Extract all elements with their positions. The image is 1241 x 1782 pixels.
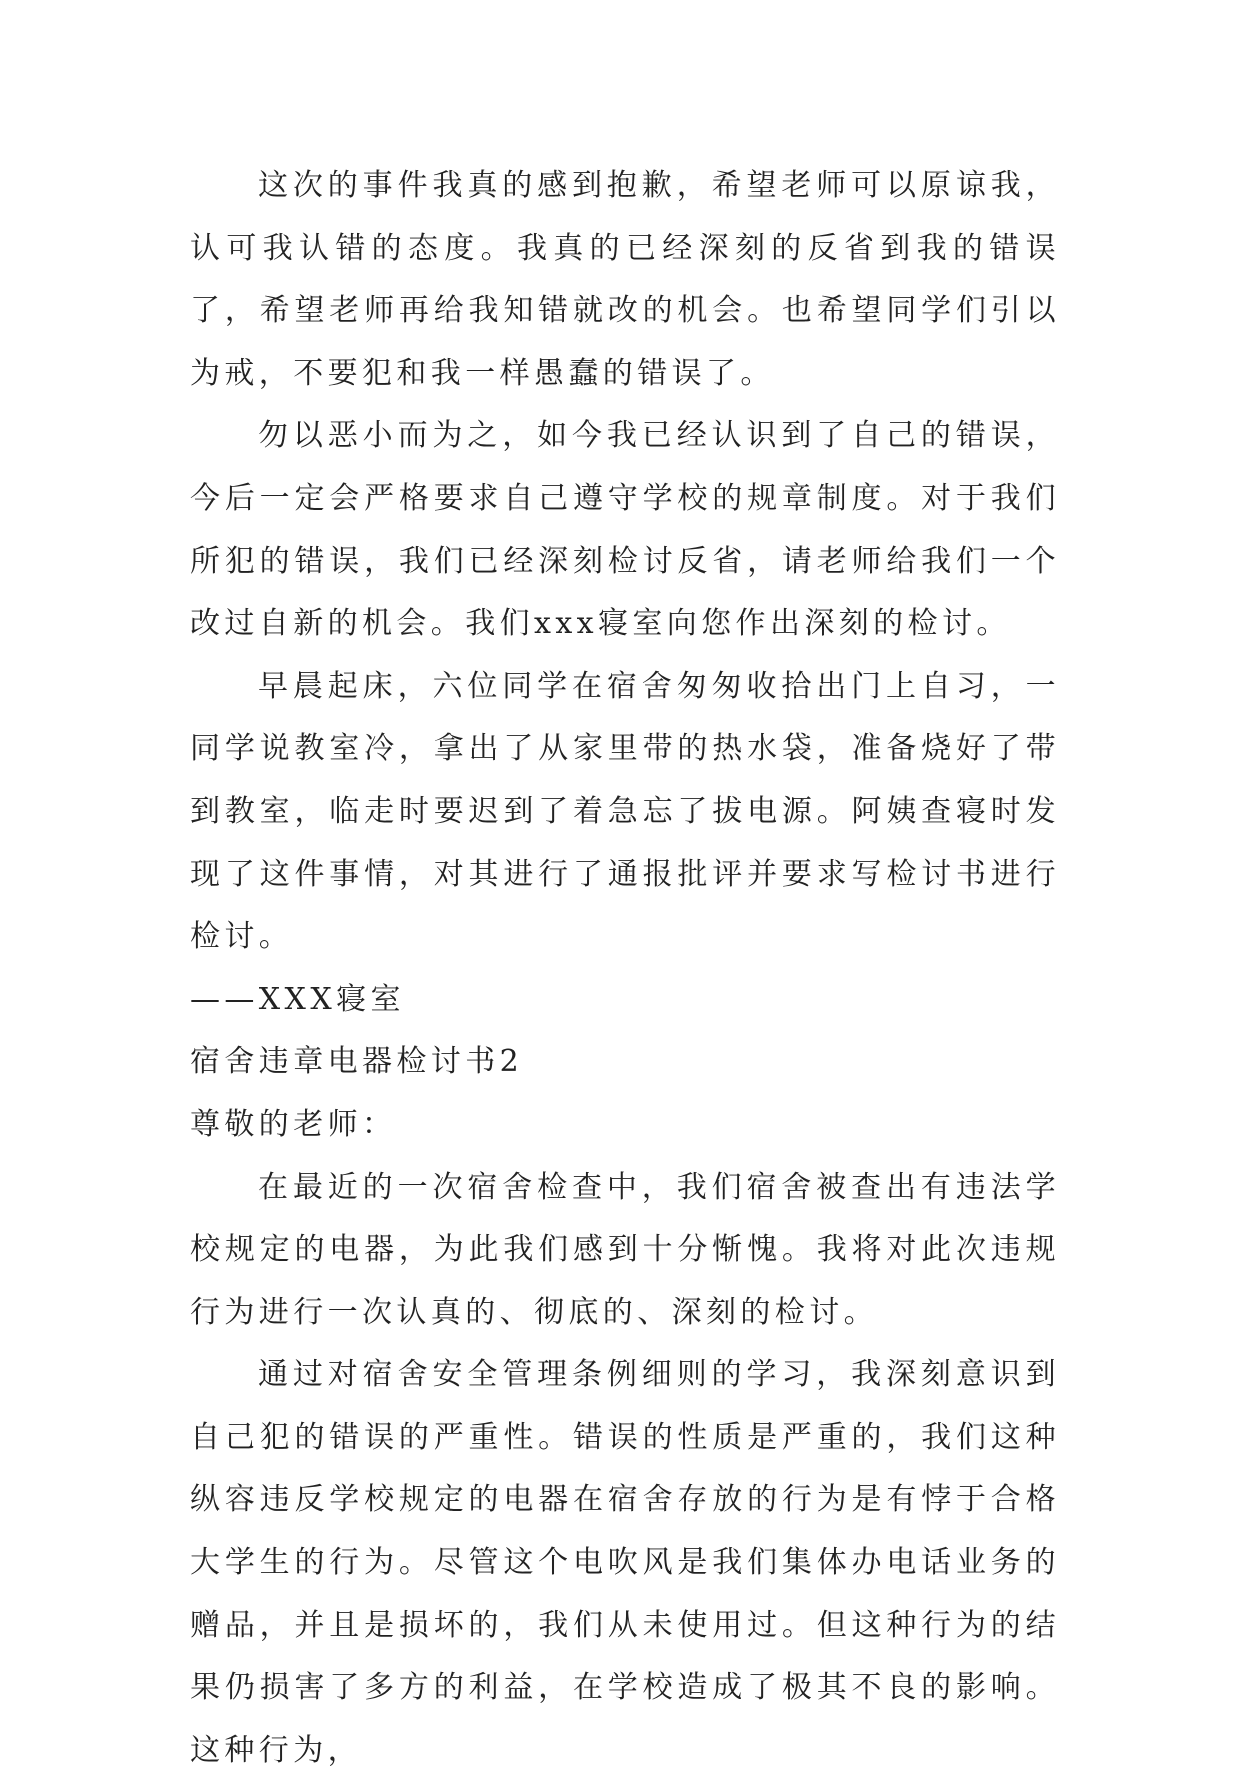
paragraph-incident: 早晨起床，六位同学在宿舍匆匆收拾出门上自习，一同学说教室冷，拿出了从家里带的热水袋，准备烧好了带到教室，临走时要迟到了着急忘了拔电源。阿姨查寝时发现了这件事情，对其进行了通报批评并要求写检讨书进行检讨。 — [190, 668, 1060, 955]
paragraph-inspection: 在最近的一次宿舍检查中，我们宿舍被查出有违法学校规定的电器，为此我们感到十分惭愧。我将对此次违规行为进行一次认真的、彻底的、深刻的检讨。 — [190, 1169, 1060, 1330]
paragraph-reflection: 勿以恶小而为之，如今我已经认识到了自己的错误，今后一定会严格要求自己遵守学校的规章制度。对于我们所犯的错误，我们已经深刻检讨反省，请老师给我们一个改过自新的机会。我们xxx寝室向您作出深刻的检讨。 — [190, 418, 1060, 642]
paragraph-regulations: 通过对宿舍安全管理条例细则的学习，我深刻意识到自己犯的错误的严重性。错误的性质是严重的，我们这种纵容违反学校规定的电器在宿舍存放的行为是有悖于合格大学生的行为。尽管这个电吹风是我们集体办电话业务的赠品，并且是损坏的，我们从未使用过。但这种行为的结果仍损害了多方的利益，在学校造成了极其不良的影响。这种行为， — [190, 1357, 1060, 1768]
signature: ——XXX寝室 — [190, 981, 405, 1017]
section-title: 宿舍违章电器检讨书2 — [190, 1044, 524, 1080]
salutation: 尊敬的老师： — [190, 1106, 397, 1142]
paragraph-apology: 这次的事件我真的感到抱歉，希望老师可以原谅我，认可我认错的态度。我真的已经深刻的反省到我的错误了，希望老师再给我知错就改的机会。也希望同学们引以为戒，不要犯和我一样愚蠢的错误了。 — [190, 168, 1060, 391]
document-body — [190, 155, 1060, 1782]
